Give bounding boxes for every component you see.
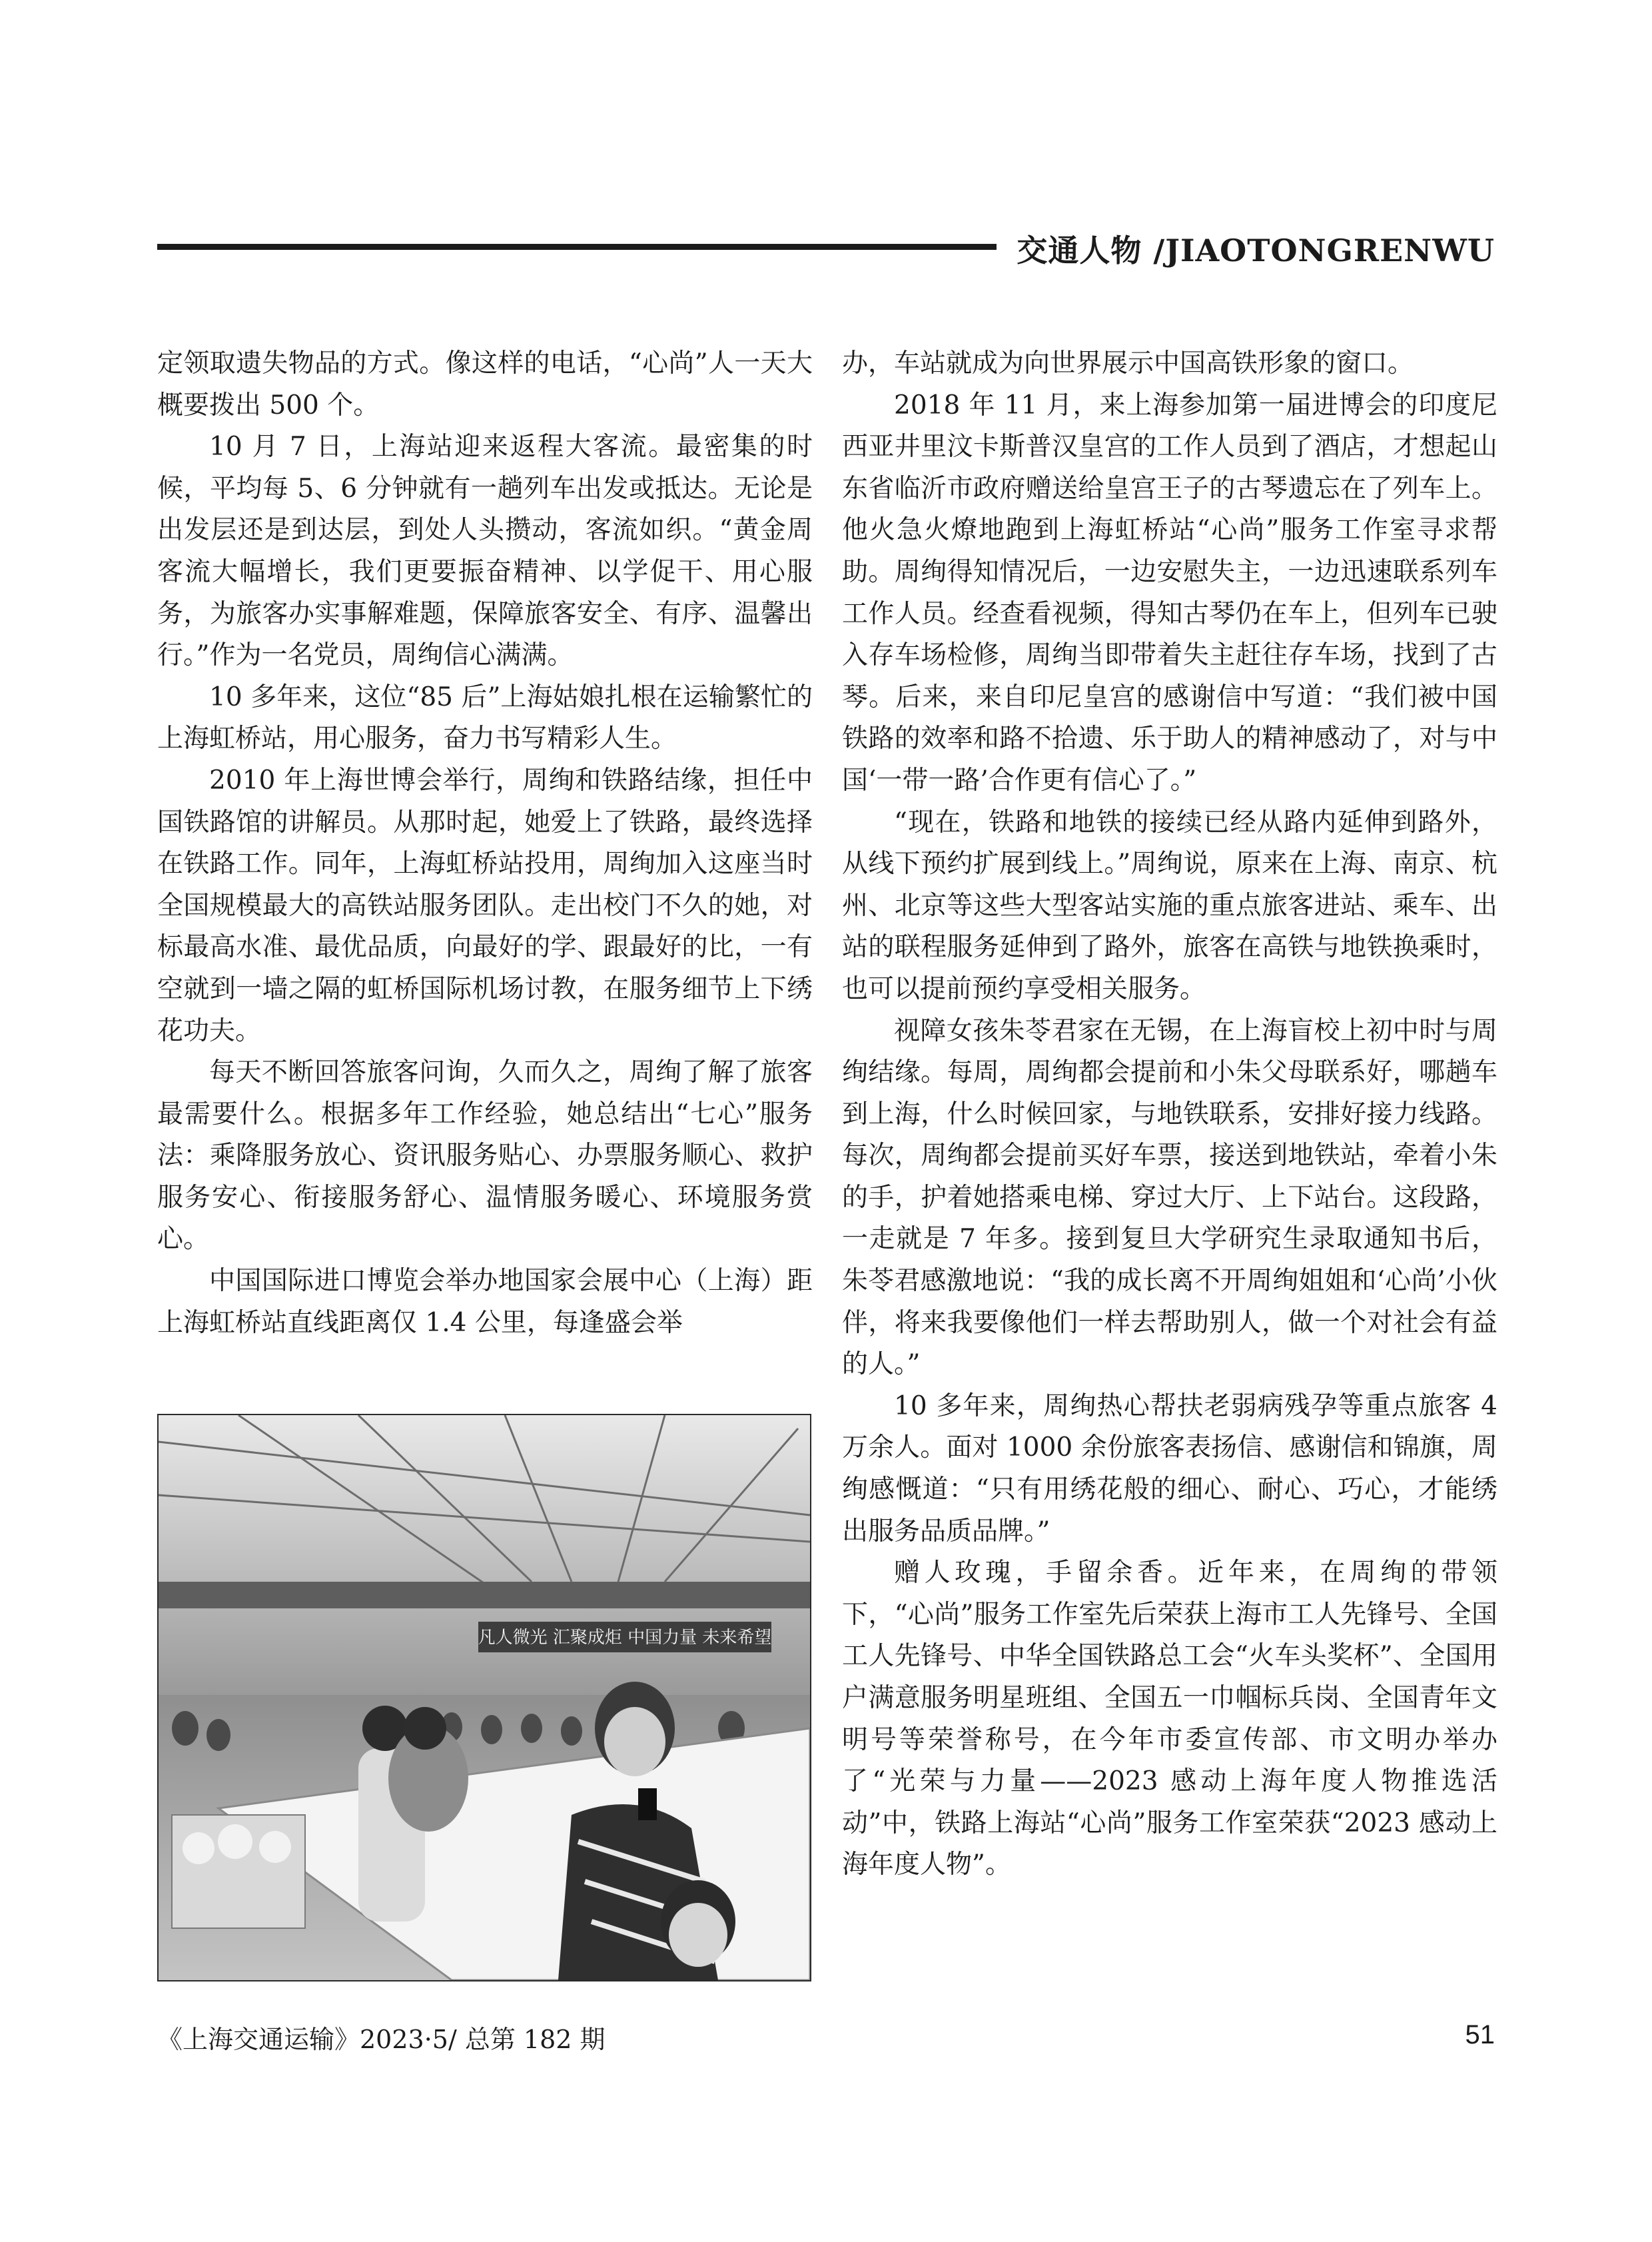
section-header: [157, 227, 1495, 267]
paragraph: 10 多年来，周绚热心帮扶老弱病残孕等重点旅客 4 万余人。面对 1000 余份旅客表扬信、感谢信和锦旗，周绚感慨道：“只有用绣花般的细心、耐心、巧心，才能绣出服务品质品牌。”: [842, 1391, 1497, 1546]
left-column-top: [157, 343, 813, 1344]
paragraph: 10 月 7 日，上海站迎来返程大客流。最密集的时候，平均每 5、6 分钟就有一趟列车出发或抵达。无论是出发层还是到达层，到处人头攒动，客流如织。“黄金周客流大幅增长，我们更要振奋精神、以学促干、用心服务，为旅客办实事解难题，保障旅客安全、有序、温馨出行。”作为一名党员，周绚信心满满。: [157, 432, 813, 671]
paragraph: 办，车站就成为向世界展示中国高铁形象的窗口。: [842, 348, 1414, 378]
banner-text: 凡人微光 汇聚成炬 中国力量 未来希望: [478, 1628, 772, 1648]
header-rule: [157, 244, 997, 250]
page-number: 51: [1465, 2020, 1495, 2049]
paragraph: 2018 年 11 月，来上海参加第一届进博会的印度尼西亚井里汶卡斯普汉皇宫的工作人员到了酒店，才想起山东省临沂市政府赠送给皇宫王子的古琴遗忘在了列车上。他火急火燎地跑到上海虹桥站“心尚”服务工作室寻求帮助。周绚得知情况后，一边安慰失主，一边迅速联系列车工作人员。经查看视频，得知古琴仍在车上，但列车已驶入存车场检修，周绚当即带着失主赶往存车场，找到了古琴。后来，来自印尼皇宫的感谢信中写道：“我们被中国铁路的效率和路不拾遗、乐于助人的精神感动了，对与中国‘一带一路’合作更有信心了。”: [842, 390, 1497, 796]
paragraph: 10 多年来，这位“85 后”上海姑娘扎根在运输繁忙的上海虹桥站，用心服务，奋力书写精彩人生。: [157, 682, 813, 754]
paragraph: “现在，铁路和地铁的接续已经从路内延伸到路外，从线下预约扩展到线上。”周绚说，原来在上海、南京、杭州、北京等这些大型客站实施的重点旅客进站、乘车、出站的联程服务延伸到了路外，旅客在高铁与地铁换乘时，也可以提前预约享受相关服务。: [842, 807, 1497, 1004]
paragraph: 定领取遗失物品的方式。像这样的电话，“心尚”人一天大概要拨出 500 个。: [157, 348, 813, 420]
paragraph: 2010 年上海世博会举行，周绚和铁路结缘，担任中国铁路馆的讲解员。从那时起，她爱上了铁路，最终选择在铁路工作。同年，上海虹桥站投用，周绚加入这座当时全国规模最大的高铁站服务团队。走出校门不久的她，对标最高水准、最优品质，向最好的学、跟最好的比，一有空就到一墙之隔的虹桥国际机场讨教，在服务细节上下绣花功夫。: [157, 765, 813, 1046]
right-column: [842, 343, 1497, 1886]
paragraph: 中国国际进口博览会举办地国家会展中心（上海）距上海虹桥站直线距离仅 1.4 公里，每逢盛会举: [157, 1266, 813, 1338]
paragraph: 每天不断回答旅客问询，久而久之，周绚了解了旅客最需要什么。根据多年工作经验，她总结出“七心”服务法：乘降服务放心、资讯服务贴心、办票服务顺心、救护服务安心、衔接服务舒心、温情服务暖心、环境服务赏心。: [157, 1057, 813, 1255]
station-photo: [157, 1414, 811, 1981]
publication-info: 《上海交通运输》2023·5/ 总第 182 期: [157, 2025, 606, 2054]
section-title: 交通人物 /JIAOTONGRENWU: [1017, 233, 1495, 269]
paragraph: 赠人玫瑰，手留余香。近年来，在周绚的带领下，“心尚”服务工作室先后荣获上海市工人先锋号、全国工人先锋号、中华全国铁路总工会“火车头奖杯”、全国用户满意服务明星班组、全国五一巾帼标兵岗、全国青年文明号等荣誉称号，在今年市委宣传部、市文明办举办了“光荣与力量——2023 感动上海年度人物推选活动”中，铁路上海站“心尚”服务工作室荣获“2023 感动上海年度人物”。: [842, 1558, 1497, 1880]
paragraph: 视障女孩朱苓君家在无锡，在上海盲校上初中时与周绚结缘。每周，周绚都会提前和小朱父母联系好，哪趟车到上海，什么时候回家，与地铁联系，安排好接力线路。每次，周绚都会提前买好车票，接送到地铁站，牵着小朱的手，护着她搭乘电梯、穿过大厅、上下站台。这段路，一走就是 7 年多。接到复旦大学研究生录取通知书后，朱苓君感激地说：“我的成长离不开周绚姐姐和‘心尚’小伙伴，将来我要像他们一样去帮助别人，做一个对社会有益的人。”: [842, 1015, 1497, 1380]
